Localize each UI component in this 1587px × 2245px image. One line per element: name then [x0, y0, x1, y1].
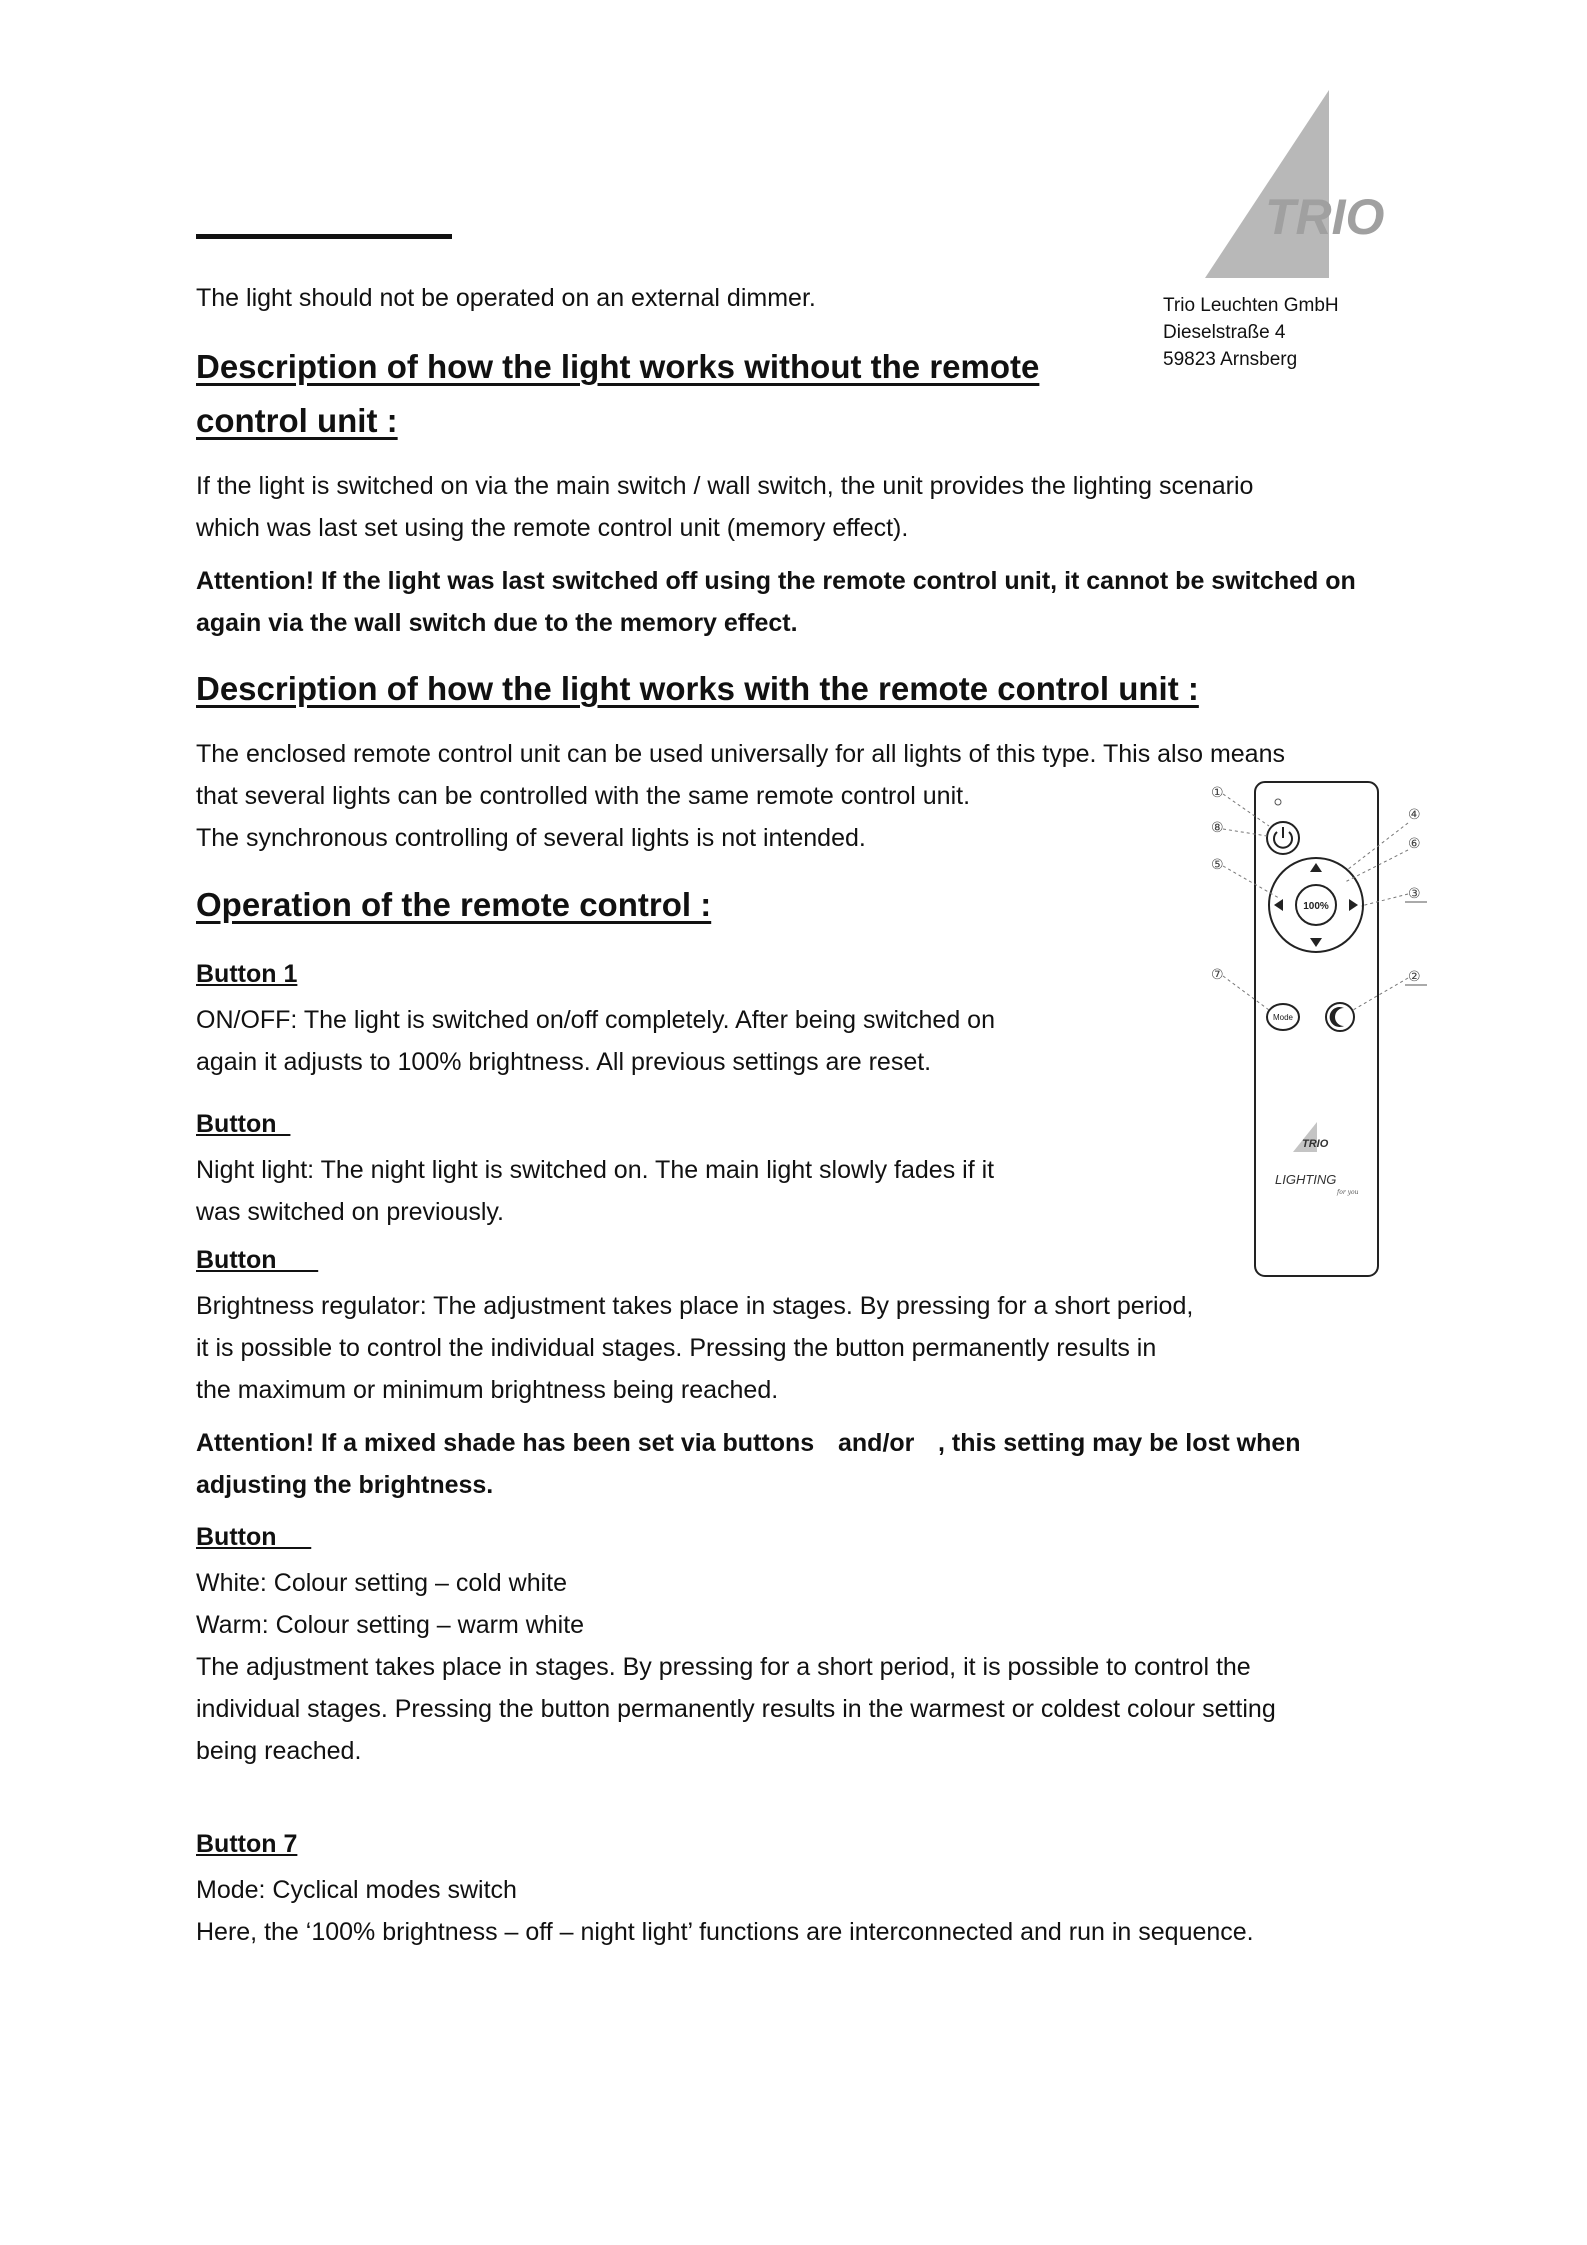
full-brightness-label: 100% [1303, 901, 1329, 912]
button3-line3: the maximum or minimum brightness being reached. [196, 1376, 779, 1404]
with-para-line2: that several lights can be controlled with the same remote control unit. [196, 782, 971, 810]
button4-line2: Warm: Colour setting – warm white [196, 1611, 585, 1639]
company-street: Dieselstraße 4 [1163, 322, 1286, 343]
power-button [1267, 822, 1299, 854]
remote-control-diagram [1195, 770, 1435, 1280]
logo-text: TRIO [1265, 189, 1385, 245]
mode-button [1267, 1004, 1299, 1030]
button4-line1: White: Colour setting – cold white [196, 1569, 568, 1597]
heading-without-remote: Description of how the light works without the remote [196, 348, 1040, 385]
remote-lighting-text: LIGHTING [1275, 1172, 1337, 1187]
company-city: 59823 Arnsberg [1163, 349, 1298, 370]
mode-label: Mode [1272, 1013, 1294, 1022]
callout-5: ⑤ [1211, 857, 1224, 873]
button1-label: Button 1 [196, 960, 298, 988]
header-rule [196, 234, 452, 239]
attention-memory-line2: again via the wall switch due to the memory effect. [196, 609, 798, 637]
with-para-line3: The synchronous controlling of several lights is not intended. [196, 824, 866, 852]
logo-triangle [1205, 90, 1329, 278]
button4-line5: being reached. [196, 1737, 362, 1765]
button1-line1: ON/OFF: The light is switched on/off completely. After being switched on [196, 1006, 995, 1034]
button4-label: Button [196, 1523, 312, 1551]
button3-line2: it is possible to control the individual stages. Pressing the button permanently results in [196, 1334, 1157, 1362]
callout-7: ⑦ [1211, 967, 1224, 983]
button3-label: Button [196, 1246, 319, 1274]
without-para-line2: which was last set using the remote control unit (memory effect). [196, 514, 909, 542]
attention-memory-line1: Attention! If the light was last switched off using the remote control unit, it cannot be switched on [196, 567, 1356, 595]
button7-line2: Here, the ‘100% brightness – off – night light’ functions are interconnected and run in sequence. [196, 1918, 1254, 1946]
direction-pad [1269, 858, 1363, 952]
button7-line1: Mode: Cyclical modes switch [196, 1876, 517, 1904]
button4-line3: The adjustment takes place in stages. By pressing for a short period, it is possible to control the [196, 1653, 1251, 1681]
with-para-line1: The enclosed remote control unit can be used universally for all lights of this type. This also means [196, 740, 1285, 768]
button3-line1: Brightness regulator: The adjustment takes place in stages. By pressing for a short period, [196, 1292, 1194, 1320]
remote-body [1255, 782, 1378, 1276]
attention-brightness-part3: , this setting may be lost when [938, 1429, 1301, 1457]
attention-brightness-part2: and/or [838, 1429, 915, 1457]
callout-3: ③ [1408, 886, 1421, 902]
callout-2: ② [1408, 969, 1421, 985]
button1-line2: again it adjusts to 100% brightness. All previous settings are reset. [196, 1048, 932, 1076]
button4-line4: individual stages. Pressing the button permanently results in the warmest or coldest colour setting [196, 1695, 1276, 1723]
heading-without-remote-cont: control unit : [196, 402, 398, 439]
callout-8: ⑧ [1211, 820, 1224, 836]
callout-6: ⑥ [1408, 836, 1421, 852]
night-light-button [1326, 1003, 1354, 1031]
callout-4: ④ [1408, 807, 1421, 823]
button2-line1: Night light: The night light is switched on. The main light slowly fades if it [196, 1156, 995, 1184]
button2-line2: was switched on previously. [196, 1198, 505, 1226]
button2-label: Button [196, 1110, 291, 1138]
button7-label: Button 7 [196, 1830, 298, 1858]
dimmer-note: The light should not be operated on an external dimmer. [196, 284, 816, 312]
remote-for-you-text: for you [1337, 1189, 1359, 1196]
remote-brand-text: TRIO [1302, 1138, 1329, 1150]
company-name: Trio Leuchten GmbH [1163, 295, 1339, 316]
heading-operation: Operation of the remote control : [196, 886, 712, 923]
attention-brightness-line2: adjusting the brightness. [196, 1471, 494, 1499]
heading-with-remote: Description of how the light works with the remote control unit : [196, 670, 1199, 707]
attention-brightness-part1: Attention! If a mixed shade has been set via buttons [196, 1429, 815, 1457]
callout-1: ① [1211, 785, 1224, 801]
trio-logo [1205, 90, 1395, 280]
without-para-line1: If the light is switched on via the main switch / wall switch, the unit provides the lighting scenario [196, 472, 1254, 500]
